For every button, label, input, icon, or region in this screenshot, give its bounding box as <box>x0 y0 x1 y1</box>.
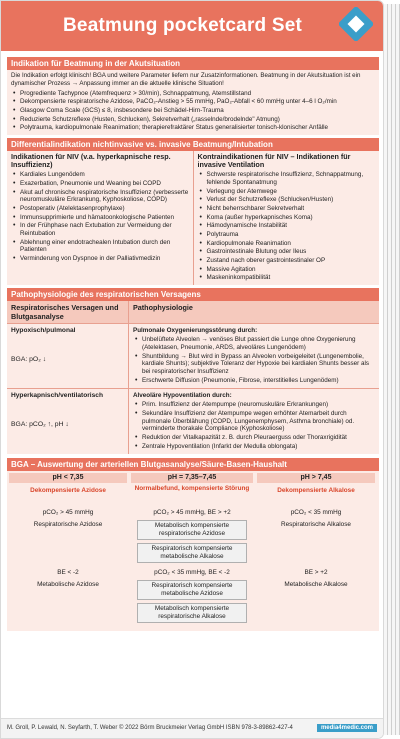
ph-low-header: pH < 7,35 <box>9 473 127 483</box>
list-item: • Immunsupprimierte und hämatoonkologische Patienten <box>11 214 189 222</box>
row-content-title: Alveoläre Hypoventilation durch: <box>133 392 232 400</box>
list-item: • Ablehnung einer endotrachealen Intubation durch den Patienten <box>11 239 189 254</box>
list-item: • Verlegung der Atemwege <box>198 188 376 196</box>
niv-list <box>11 171 189 262</box>
card-edge <box>384 4 388 735</box>
patho-list <box>133 336 375 384</box>
value-label: BE > +2 <box>304 569 328 577</box>
table-row <box>7 323 379 388</box>
list-item: • Nicht beherrschbarer Sekretverhalt <box>198 205 376 213</box>
result-label: Metabolische Azidose <box>37 581 99 589</box>
section-heading-differential: Differentialindikation nichtinvasive vs. invasive Beatmung/Intubation <box>7 138 379 151</box>
row-content <box>129 324 379 388</box>
ph-normal-header: pH = 7,35–7,45 <box>131 473 253 483</box>
list-item: • Reduktion der Vitalkapazität z. B. durch Pleuraerguss oder Thoraxrigidität <box>133 434 375 442</box>
list-item: • In der Frühphase nach Extubation zur Vermeidung der Reintubation <box>11 222 189 237</box>
row-title: Hypoxisch/pulmonal <box>11 327 76 335</box>
list-item: • Postoperativ (Atelektasenprophylaxe) <box>11 205 189 213</box>
patho-table-header <box>7 301 379 323</box>
list-item: • Kardiopulmonale Reanimation <box>198 240 376 248</box>
list-item: • Koma (außer hyperkapnisches Koma) <box>198 214 376 222</box>
result-box: Metabolisch kompensierte respiratorische Azidose <box>137 520 247 539</box>
list-item: • Unbelüftete Alveolen → venöses Blut passiert die Lunge ohne Oxygenierung (Atelektasen, Pneumonie, ARDS, alveoläres Lungenödem) <box>133 336 375 351</box>
row-content-title: Pulmonale Oxygenierungsstörung durch: <box>133 327 258 335</box>
row-content <box>129 389 379 454</box>
list-item: • Verlust der Schutzreflexe (Schlucken/Husten) <box>198 196 376 204</box>
list-item: • Progrediente Tachypnoe (Atemfrequenz > 30/min), Schnappatmung, Atemstillstand <box>11 90 375 98</box>
section-body-differential <box>7 151 379 285</box>
list-item: • Verminderung von Dyspnoe in der Palliativmedizin <box>11 255 189 263</box>
list-item: • Schwerste respiratorische Insuffizienz, Schnappatmung, fehlende Spontanatmung <box>198 171 376 186</box>
card-edge <box>388 4 392 735</box>
list-item: • Shuntbildung → Blut wird in Bypass an Alveolen vorbeigeleitet (Lungenembolie, kardiale Shunts); subjektive Toleranz der Hypoxie bei kardialen Shunts besser als bei respiratorischer Insuffizienz <box>133 353 375 376</box>
diagnosis-acidosis: Dekompensierte Azidose <box>30 487 106 495</box>
intro-text: Die Indikation erfolgt klinisch! BGA und weitere Parameter liefern nur Zusatzinformationen. Beatmung in der Akutsituation ist ein dynamischer Prozess → Anpassung immer an die aktuelle klinische Situation! <box>11 72 361 87</box>
patho-list <box>133 401 375 450</box>
footer <box>1 718 384 738</box>
list-item: • Polytrauma, kardiopulmonale Reanimation; therapierefraktärer Status generalisierter tonisch-klonischer Anfälle <box>11 124 375 132</box>
card-edge <box>396 4 400 735</box>
column-header: Pathophysiologie <box>133 303 193 313</box>
list-item: • Sekundäre Insuffizienz der Atempumpe wegen erhöhter Atemarbeit durch pulmonale Überblähung (COPD, Lungenemphysem, Asthma bronchiale) od. verminderte thorakale Compliance (Kyphoskoliose) <box>133 410 375 433</box>
row-label <box>7 389 129 454</box>
bga-flowchart <box>7 471 379 631</box>
list-item: • Dekompensierte respiratorische Azidose, PaCO₂-Anstieg > 55 mmHg, PaO₂-Abfall < 60 mmHg unter 4–6 l O₂/min <box>11 98 375 106</box>
publisher-logo-icon <box>339 7 373 41</box>
list-item: • Maskeninkompatibilität <box>198 274 376 282</box>
list-item: • Exazerbation, Pneumonie und Weaning bei COPD <box>11 180 189 188</box>
result-box: Metabolisch kompensierte respiratorische Alkalose <box>137 603 247 622</box>
list-item: • Hämodynamische Instabilität <box>198 222 376 230</box>
list-item: • Prim. Insuffizienz der Atempumpe (neuromuskuläre Erkrankungen) <box>133 401 375 409</box>
list-item: • Akut auf chronische respiratorische Insuffizienz (verbesserte neuromuskuläre Erkrankung, Kyphoskoliose, COPD) <box>11 189 189 204</box>
niv-indications-column <box>7 151 193 285</box>
page-title: Beatmung pocketcard Set <box>63 15 302 36</box>
list-item: • Massive Agitation <box>198 266 376 274</box>
section-body-indikation <box>7 70 379 135</box>
card-content <box>7 57 379 631</box>
list-item: • Kardiales Lungenödem <box>11 171 189 179</box>
ph-high-header: pH > 7,45 <box>257 473 375 483</box>
list-item: • Zustand nach oberer gastrointestinaler OP <box>198 257 376 265</box>
row-bga: BGA: pCO₂ ↑, pH ↓ <box>11 421 69 429</box>
result-label: Respiratorische Alkalose <box>281 521 351 529</box>
card-edge <box>392 4 396 735</box>
list-item: • Zentrale Hypoventilation (Infarkt der Medulla oblongata) <box>133 443 375 451</box>
list-item: • Glasgow Coma Scale (GCS) ≤ 8, insbesondere bei Schädel-Hirn-Trauma <box>11 107 375 115</box>
brand-link[interactable]: media4medic.com <box>317 724 377 732</box>
footer-credits: M. Groll, P. Lewald, N. Seyfarth, T. Weber © 2022 Börm Bruckmeier Verlag GmbH ISBN 978-3-89862-427-4 <box>7 725 293 731</box>
diagnosis-normal: Normalbefund, kompensierte Störung <box>134 485 250 493</box>
list-item: • Polytrauma <box>198 231 376 239</box>
result-box: Respiratorisch kompensierte metabolische Alkalose <box>137 543 247 562</box>
column-header: Respiratorisches Versagen und Blutgasanalyse <box>7 301 129 323</box>
value-label: pCO₂ > 45 mmHg <box>42 509 94 517</box>
contra-list <box>198 171 376 282</box>
niv-contraindications-column <box>193 151 380 285</box>
table-row <box>7 388 379 454</box>
section-heading-bga: BGA – Auswertung der arteriellen Blutgasanalyse/Säure-Basen-Haushalt <box>7 458 379 471</box>
result-box: Respiratorisch kompensierte metabolische Azidose <box>137 580 247 599</box>
section-heading-pathophysiologie: Pathophysiologie des respiratorischen Versagens <box>7 288 379 301</box>
row-bga: BGA: pO₂ ↓ <box>11 356 47 364</box>
value-label: pCO₂ > 45 mmHg, BE > +2 <box>153 509 231 517</box>
column-title: Kontraindikationen für NIV – Indikationen für invasive Ventilation <box>197 151 351 170</box>
section-heading-indikation: Indikation für Beatmung in der Akutsituation <box>7 57 379 70</box>
column-title: Indikationen für NIV (v.a. hyperkapnische resp. Insuffizienz) <box>11 151 171 170</box>
value-label: pCO₂ < 35 mmHg, BE < -2 <box>154 569 230 577</box>
list-item: • Gastrointestinale Blutung oder Ileus <box>198 248 376 256</box>
value-label: BE < -2 <box>57 569 79 577</box>
result-label: Respiratorische Azidose <box>33 521 103 529</box>
result-label: Metabolische Alkalose <box>284 581 348 589</box>
row-title: Hyperkapnisch/ventilatorisch <box>11 392 103 400</box>
list-item: • Erschwerte Diffusion (Pneumonie, Fibrose, interstitielles Lungenödem) <box>133 377 375 385</box>
title-bar <box>1 1 384 51</box>
list-item: • Reduzierte Schutzreflexe (Husten, Schlucken), Sekretverhalt („rasselnde/brodelnde" Atmung) <box>11 116 375 124</box>
indikation-list <box>11 90 375 132</box>
diagnosis-alkalosis: Dekompensierte Alkalose <box>277 487 355 495</box>
row-label <box>7 324 129 388</box>
value-label: pCO₂ < 35 mmHg <box>290 509 342 517</box>
